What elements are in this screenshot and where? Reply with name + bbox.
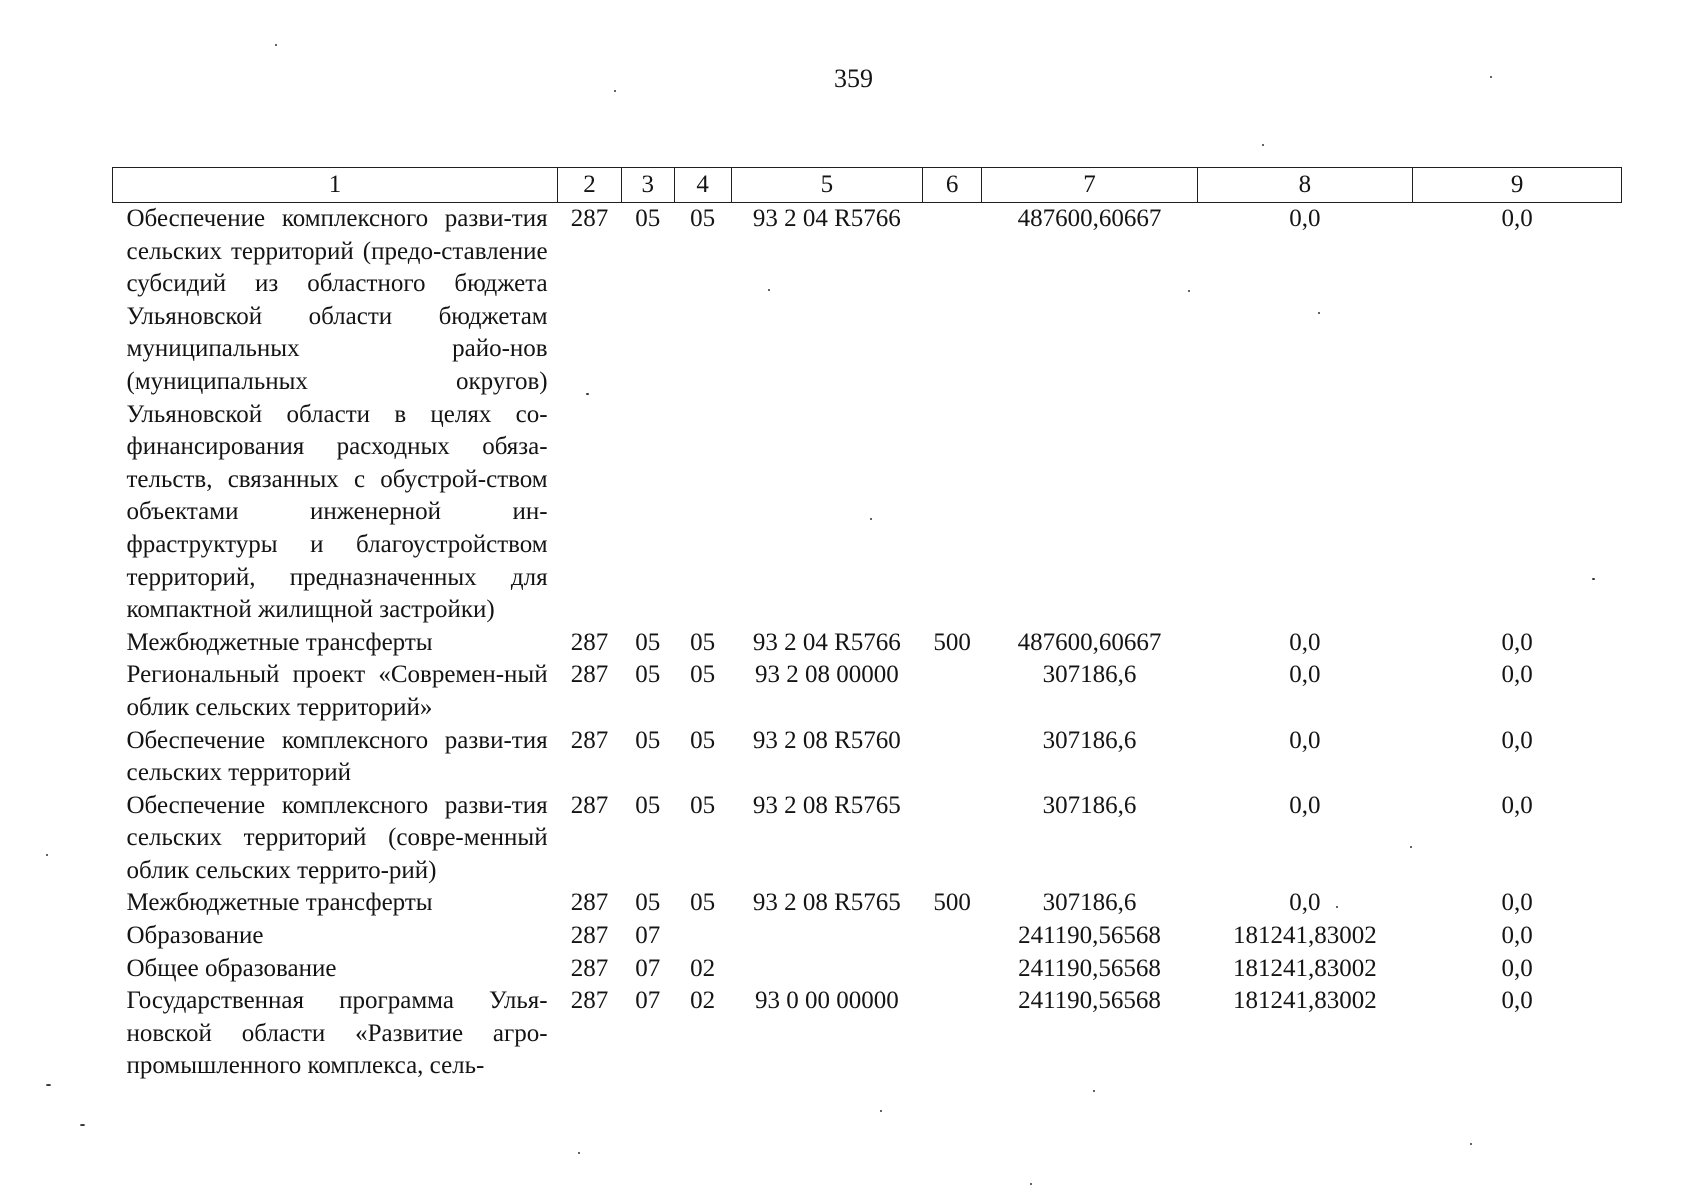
header-cell: 9	[1413, 168, 1622, 203]
scan-speck	[768, 289, 770, 291]
scan-speck	[1093, 1090, 1095, 1092]
row-code-admin: 287	[570, 726, 609, 754]
row-code-subsection: 05	[690, 889, 716, 917]
row-code-expense-type: 500	[933, 628, 971, 656]
row-amount-col7: 487600,60667	[1017, 628, 1162, 656]
scan-speck	[1262, 144, 1264, 146]
row-amount-col9: 0,0	[1501, 726, 1533, 754]
row-code-expense-type: 500	[933, 889, 971, 917]
row-code-target: 93 2 08 R5765	[752, 791, 901, 819]
scan-speck	[1490, 76, 1492, 78]
table-row	[113, 203, 1622, 627]
scan-speck	[1030, 1183, 1032, 1185]
row-description: Межбюджетные трансферты	[126, 889, 433, 917]
row-code-expense-type	[922, 203, 981, 627]
row-code-expense-type	[922, 920, 981, 953]
scan-speck	[586, 393, 589, 395]
table-row	[113, 985, 1622, 1083]
row-code-target: 93 2 04 R5766	[752, 205, 901, 232]
row-description: Межбюджетные трансферты	[126, 628, 433, 656]
scan-speck	[880, 1110, 882, 1112]
row-amount-col7: 307186,6	[1042, 889, 1137, 917]
header-cell: 8	[1197, 168, 1412, 203]
row-description: Государственная программа Улья-новской области «Развитие агро-промышленного комплекса, сель-	[126, 987, 548, 1080]
row-amount-col9: 0,0	[1501, 205, 1533, 232]
row-code-target: 93 2 08 R5760	[752, 726, 901, 754]
row-description: Региональный проект «Современ-ный облик сельских территорий»	[126, 661, 548, 721]
row-description: Обеспечение комплексного разви-тия сельских территорий (совре-менный облик сельских террито-рий)	[126, 791, 548, 884]
header-cell: 2	[558, 168, 622, 203]
row-code-subsection: 05	[690, 205, 716, 232]
scan-speck	[578, 1152, 580, 1154]
row-amount-col9: 0,0	[1501, 661, 1533, 689]
row-code-expense-type	[922, 659, 981, 724]
row-code-admin: 287	[570, 628, 609, 656]
row-description: Обеспечение комплексного разви-тия сельских территорий	[126, 726, 548, 787]
row-code-section: 05	[635, 205, 661, 232]
row-amount-col8: 0,0	[1289, 661, 1321, 689]
scan-speck	[46, 1084, 51, 1086]
row-amount-col9: 0,0	[1501, 889, 1533, 917]
table-row	[113, 790, 1622, 888]
row-amount-col9: 0,0	[1501, 987, 1533, 1015]
row-code-subsection: 02	[690, 954, 716, 982]
row-code-admin: 287	[570, 987, 609, 1015]
row-amount-col7: 487600,60667	[1017, 205, 1162, 232]
table-row	[113, 920, 1622, 953]
row-amount-col8: 0,0	[1289, 889, 1321, 917]
table-row	[113, 659, 1622, 724]
row-code-section: 05	[635, 628, 661, 656]
row-code-subsection: 05	[690, 661, 716, 689]
row-code-section: 05	[635, 661, 661, 689]
scan-speck	[80, 1124, 85, 1126]
scan-speck	[1318, 312, 1320, 314]
scan-speck	[1592, 578, 1595, 580]
row-code-target: 93 2 08 R5765	[752, 889, 901, 917]
row-amount-col7: 241190,56568	[1018, 922, 1161, 950]
row-code-admin: 287	[570, 661, 609, 689]
table-row	[113, 627, 1622, 660]
row-description: Образование	[126, 922, 264, 950]
row-code-section: 05	[635, 889, 661, 917]
row-description: Общее образование	[126, 954, 337, 982]
row-code-admin: 287	[570, 922, 609, 950]
table-row	[113, 953, 1622, 986]
header-cell: 4	[674, 168, 731, 203]
row-amount-col8: 181241,83002	[1233, 954, 1377, 982]
row-amount-col7: 307186,6	[1042, 791, 1137, 819]
scan-speck	[870, 518, 872, 520]
row-code-target: 93 2 08 00000	[754, 661, 899, 689]
scan-speck	[614, 90, 616, 92]
header-cell: 6	[922, 168, 981, 203]
row-code-subsection: 05	[690, 726, 716, 754]
row-code-expense-type	[922, 790, 981, 888]
budget-table	[112, 167, 1622, 1083]
header-cell: 3	[621, 168, 674, 203]
row-code-target: 93 0 00 00000	[754, 987, 899, 1015]
row-code-section: 05	[635, 726, 661, 754]
scan-speck	[1188, 290, 1190, 292]
row-code-target	[731, 920, 922, 953]
row-code-expense-type	[922, 985, 981, 1083]
row-code-admin: 287	[570, 954, 609, 982]
header-cell: 7	[982, 168, 1197, 203]
row-amount-col7: 241190,56568	[1018, 987, 1161, 1015]
row-amount-col8: 0,0	[1289, 205, 1321, 232]
row-amount-col8: 0,0	[1289, 726, 1321, 754]
table-row	[113, 725, 1622, 790]
row-code-admin: 287	[570, 205, 609, 232]
row-amount-col8: 181241,83002	[1233, 987, 1377, 1015]
row-code-admin: 287	[570, 889, 609, 917]
row-code-subsection: 05	[690, 791, 716, 819]
row-amount-col8: 181241,83002	[1233, 922, 1377, 950]
header-cell: 5	[731, 168, 922, 203]
row-amount-col7: 307186,6	[1042, 661, 1137, 689]
row-code-section: 07	[635, 987, 661, 1015]
row-code-target	[731, 953, 922, 986]
row-code-expense-type	[922, 953, 981, 986]
header-row	[113, 168, 1622, 203]
scan-speck	[46, 854, 48, 856]
row-amount-col9: 0,0	[1501, 922, 1533, 950]
row-amount-col7: 241190,56568	[1018, 954, 1161, 982]
row-code-target: 93 2 04 R5766	[752, 628, 901, 656]
scan-speck	[275, 44, 277, 46]
row-code-subsection: 02	[690, 987, 716, 1015]
row-amount-col8: 0,0	[1289, 791, 1321, 819]
row-amount-col9: 0,0	[1501, 954, 1533, 982]
scan-speck	[1470, 1143, 1472, 1145]
row-code-admin: 287	[570, 791, 609, 819]
row-code-subsection: 05	[690, 628, 716, 656]
row-amount-col7: 307186,6	[1042, 726, 1137, 754]
scan-speck	[1336, 906, 1338, 908]
header-cell: 1	[113, 168, 558, 203]
row-amount-col9: 0,0	[1501, 628, 1533, 656]
table-row	[113, 887, 1622, 920]
scan-speck	[1410, 846, 1412, 848]
row-code-subsection	[674, 920, 731, 953]
page-number: 359	[834, 64, 873, 93]
row-amount-col8: 0,0	[1289, 628, 1321, 656]
row-code-section: 07	[635, 954, 661, 982]
row-amount-col9: 0,0	[1501, 791, 1533, 819]
row-code-section: 05	[635, 791, 661, 819]
row-code-expense-type	[922, 725, 981, 790]
row-code-section: 07	[635, 922, 661, 950]
row-description: Обеспечение комплексного разви-тия сельских территорий (предо-ставление субсидий из областного бюджета Ульяновской области бюджетам муниципальных райо-нов (муниципальных округов) Ульяновской области в целях со-финансирования расходных обяза-тельств, связанных с обустрой-ством объектами инженерной ин-фраструктуры и благоустройством территорий, предназначенных для компактной жилищной застройки)	[126, 205, 548, 624]
